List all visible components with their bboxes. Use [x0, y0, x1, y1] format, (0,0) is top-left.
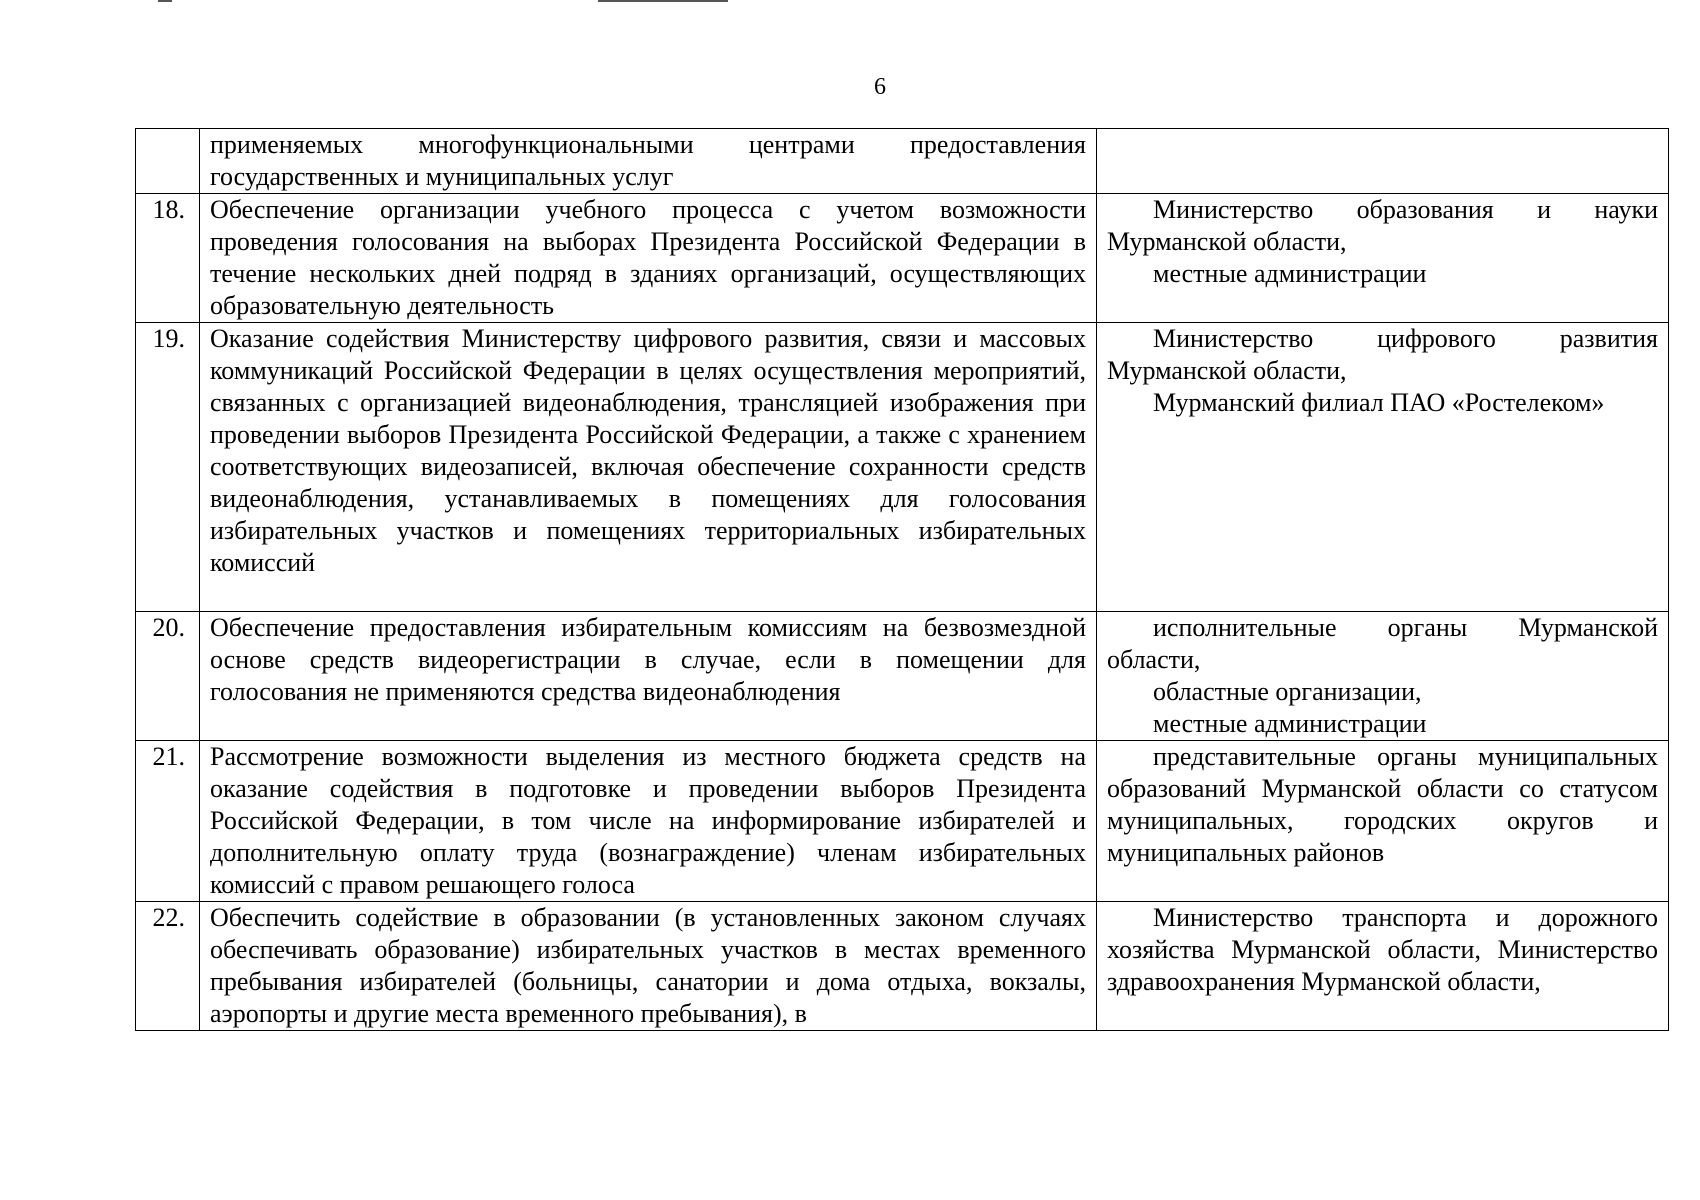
responsible-party: Министерство цифрового развития Мурманской области,	[1107, 324, 1658, 385]
responsible-cell	[1097, 323, 1669, 612]
measure-text	[200, 194, 1097, 323]
measure-text	[200, 741, 1097, 902]
responsible-cell	[1097, 612, 1669, 741]
responsible-cell	[1097, 741, 1669, 902]
measure-text-content: применяемых многофункциональными центрами предоставления государственных и муниципальных услуг	[210, 130, 1086, 191]
responsible-party: Министерство транспорта и дорожного хозяйства Мурманской области, Министерство здравоохранения Мурманской области,	[1107, 903, 1658, 996]
plan-table	[135, 128, 1669, 1031]
responsible-party: областные организации,	[1153, 677, 1422, 706]
table-row-19	[136, 323, 1669, 612]
responsible-party: местные администрации	[1153, 709, 1427, 738]
row-number: 19.	[136, 323, 200, 612]
measure-text-content: Обеспечение организации учебного процесса с учетом возможности проведения голосования на выборах Президента Российской Федерации в течение нескольких дней подряд в зданиях организаций, осуществляющих образовательную деятельность	[210, 195, 1086, 320]
responsible-party: местные администрации	[1153, 259, 1427, 288]
measure-text-content: Обеспечение предоставления избирательным комиссиям на безвозмездной основе средств видеорегистрации в случае, если в помещении для голосования не применяются средства видеонаблюдения	[210, 613, 1086, 706]
table-row-22	[136, 902, 1669, 1031]
responsible-party: Министерство образования и науки Мурманской области,	[1107, 195, 1658, 256]
measure-text	[200, 902, 1097, 1031]
responsible-party: исполнительные органы Мурманской области,	[1107, 613, 1658, 674]
row-number: 18.	[136, 194, 200, 323]
table-row-20	[136, 612, 1669, 741]
page-number: 6	[874, 74, 886, 100]
responsible-party: Мурманский филиал ПАО «Ростелеком»	[1153, 388, 1605, 417]
scan-artifact-center	[598, 0, 728, 2]
row-number: 21.	[136, 741, 200, 902]
measure-text-content: Обеспечить содействие в образовании (в установленных законом случаях обеспечивать образование) избирательных участков в местах временного пребывания избирателей (больницы, санатории и дома отдыха, вокзалы, аэропорты и другие места временного пребывания), в	[210, 903, 1086, 1028]
table-row-21	[136, 741, 1669, 902]
responsible-cell	[1097, 902, 1669, 1031]
measure-text	[200, 612, 1097, 741]
row-number: 22.	[136, 902, 200, 1031]
measure-text	[200, 323, 1097, 612]
table-row-continuation	[136, 129, 1669, 194]
responsible-party: представительные органы муниципальных образований Мурманской области со статусом муниципальных, городских округов и муниципальных районов	[1107, 742, 1658, 867]
scan-artifact-left	[158, 0, 172, 2]
responsible-cell	[1097, 129, 1669, 194]
table-row-18	[136, 194, 1669, 323]
row-number	[136, 129, 200, 194]
measure-text-content: Оказание содействия Министерству цифрового развития, связи и массовых коммуникаций Российской Федерации в целях осуществления мероприятий, связанных с организацией видеонаблюдения, трансляцией изображения при проведении выборов Президента Российской Федерации, а также с хранением соответствующих видеозаписей, включая обеспечение сохранности средств видеонаблюдения, устанавливаемых в помещениях для голосования избирательных участков и помещениях территориальных избирательных комиссий	[210, 324, 1086, 577]
measure-text	[200, 129, 1097, 194]
measure-text-content: Рассмотрение возможности выделения из местного бюджета средств на оказание содействия в подготовке и проведении выборов Президента Российской Федерации, в том числе на информирование избирателей и дополнительную оплату труда (вознаграждение) членам избирательных комиссий с правом решающего голоса	[210, 742, 1086, 899]
row-number: 20.	[136, 612, 200, 741]
responsible-cell	[1097, 194, 1669, 323]
